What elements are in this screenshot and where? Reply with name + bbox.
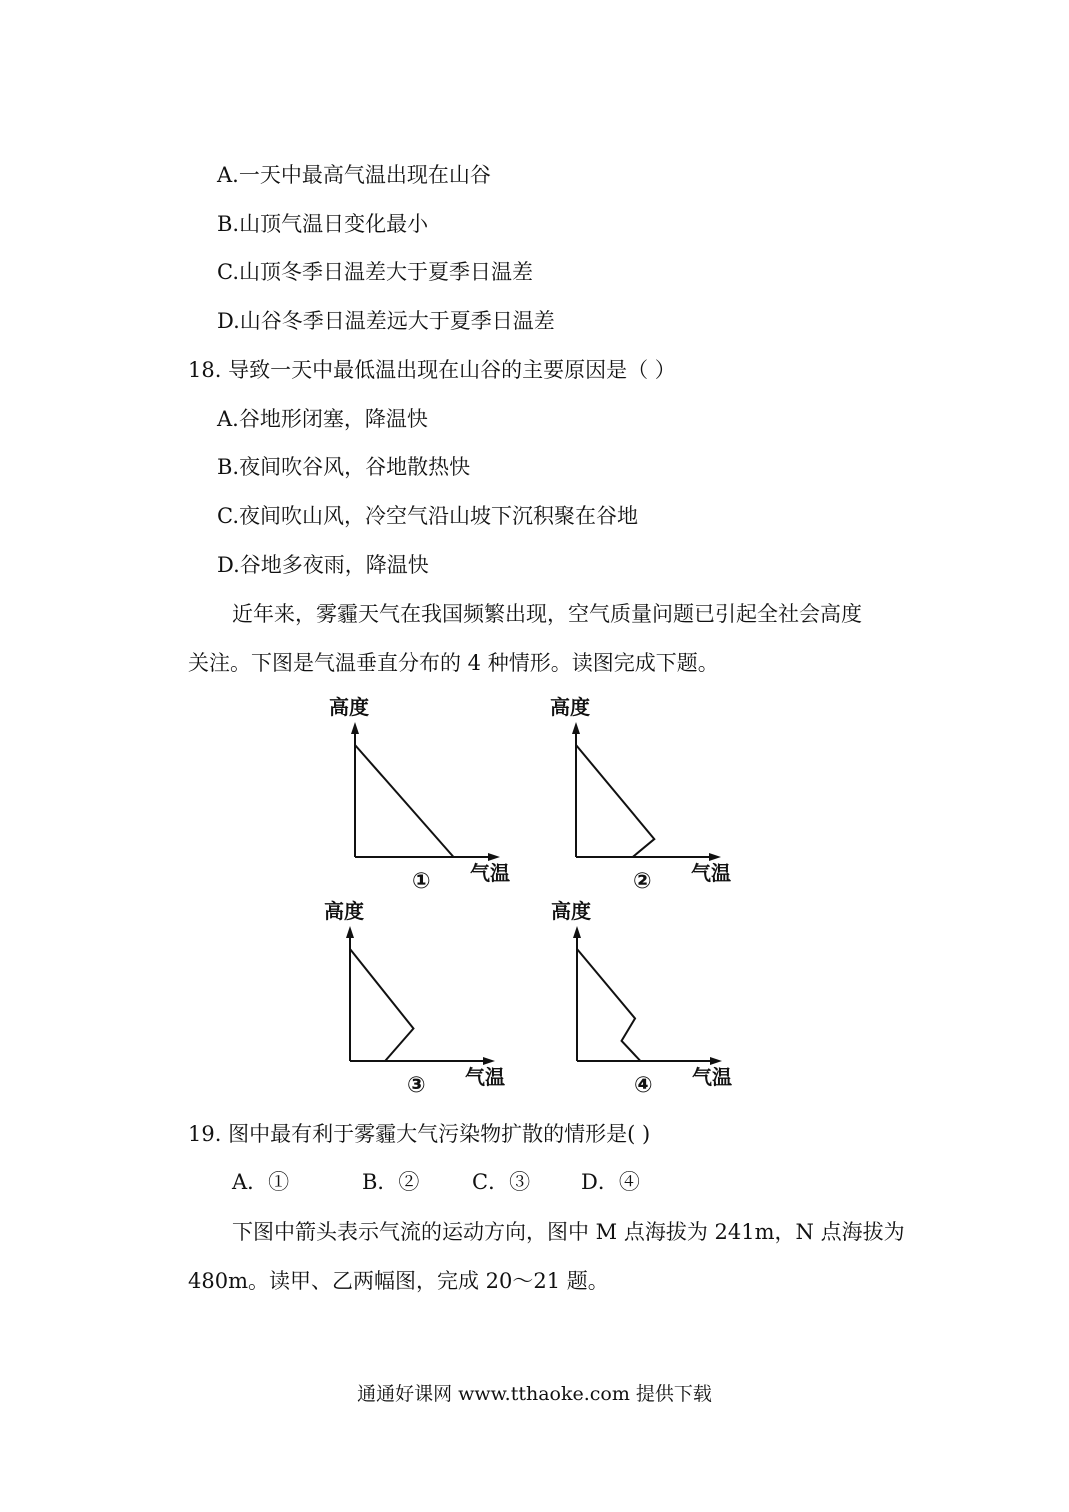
panel-2-number-label: ② — [633, 869, 652, 894]
panel-2-y-axis-arrow — [572, 722, 580, 734]
panel-1-y-axis-arrow — [351, 722, 359, 734]
q19-options — [232, 1168, 640, 1196]
intro2-paragraph-line-1: 下图中箭头表示气流的运动方向，图中 M 点海拔为 241m，N 点海拔为 — [232, 1220, 905, 1244]
panel-2-x-axis-arrow — [709, 853, 721, 861]
q18-option-d: D.谷地多夜雨，降温快 — [217, 553, 429, 577]
panel-1-x-axis-label: 气温 — [470, 861, 510, 885]
q18-stem: 18. 导致一天中最低温出现在山谷的主要原因是（ ） — [188, 358, 676, 382]
panel-3-x-axis-arrow — [483, 1057, 495, 1065]
intro-paragraph-line-1: 近年来，雾霾天气在我国频繁出现，空气质量问题已引起全社会高度 — [232, 602, 862, 626]
q19-option-a: A．① — [232, 1170, 290, 1194]
panel-3-x-axis-label: 气温 — [465, 1065, 505, 1089]
q18-option-c: C.夜间吹山风，冷空气沿山坡下沉积聚在谷地 — [217, 504, 638, 528]
panel-4-y-axis-arrow — [573, 926, 581, 938]
q19-stem: 19. 图中最有利于雾霾大气污染物扩散的情形是( ) — [188, 1122, 651, 1146]
panel-3-temperature-profile — [350, 949, 413, 1061]
page-footer: 通通好课网 www.tthaoke.com 提供下载 — [357, 1383, 712, 1405]
q17-option-c: C.山顶冬季日温差大于夏季日温差 — [217, 260, 533, 284]
panel-2-y-axis-label: 高度 — [550, 695, 590, 719]
panel-4-number-label: ④ — [634, 1073, 653, 1098]
panel-3-y-axis-arrow — [346, 926, 354, 938]
q19-option-b: B．② — [362, 1170, 420, 1194]
intro-paragraph-line-2: 关注。下图是气温垂直分布的 4 种情形。读图完成下题。 — [188, 651, 719, 675]
panel-3-number-label: ③ — [407, 1073, 426, 1098]
panel-4-x-axis-arrow — [710, 1057, 722, 1065]
panel-4-x-axis-label: 气温 — [692, 1065, 732, 1089]
panel-4-temperature-profile — [577, 949, 640, 1061]
panel-1-y-axis-label: 高度 — [329, 695, 369, 719]
q18-option-a: A.谷地形闭塞，降温快 — [217, 407, 428, 431]
panel-1-number-label: ① — [412, 869, 431, 894]
intro2-paragraph-line-2: 480m。读甲、乙两幅图，完成 20～21 题。 — [188, 1269, 609, 1293]
panel-1-x-axis-arrow — [488, 853, 500, 861]
q19-option-d: D．④ — [581, 1170, 640, 1194]
panel-2-x-axis-label: 气温 — [691, 861, 731, 885]
panel-1-temperature-profile — [355, 745, 454, 857]
q17-option-a: A.一天中最高气温出现在山谷 — [217, 163, 491, 187]
q19-option-c: C．③ — [472, 1170, 531, 1194]
panel-3-y-axis-label: 高度 — [324, 899, 364, 923]
panel-2-temperature-profile — [576, 745, 654, 857]
q17-option-b: B.山顶气温日变化最小 — [217, 212, 429, 236]
q17-option-d: D.山谷冬季日温差远大于夏季日温差 — [217, 309, 555, 333]
q18-option-b: B.夜间吹谷风，谷地散热快 — [217, 455, 471, 479]
panel-4-y-axis-label: 高度 — [551, 899, 591, 923]
